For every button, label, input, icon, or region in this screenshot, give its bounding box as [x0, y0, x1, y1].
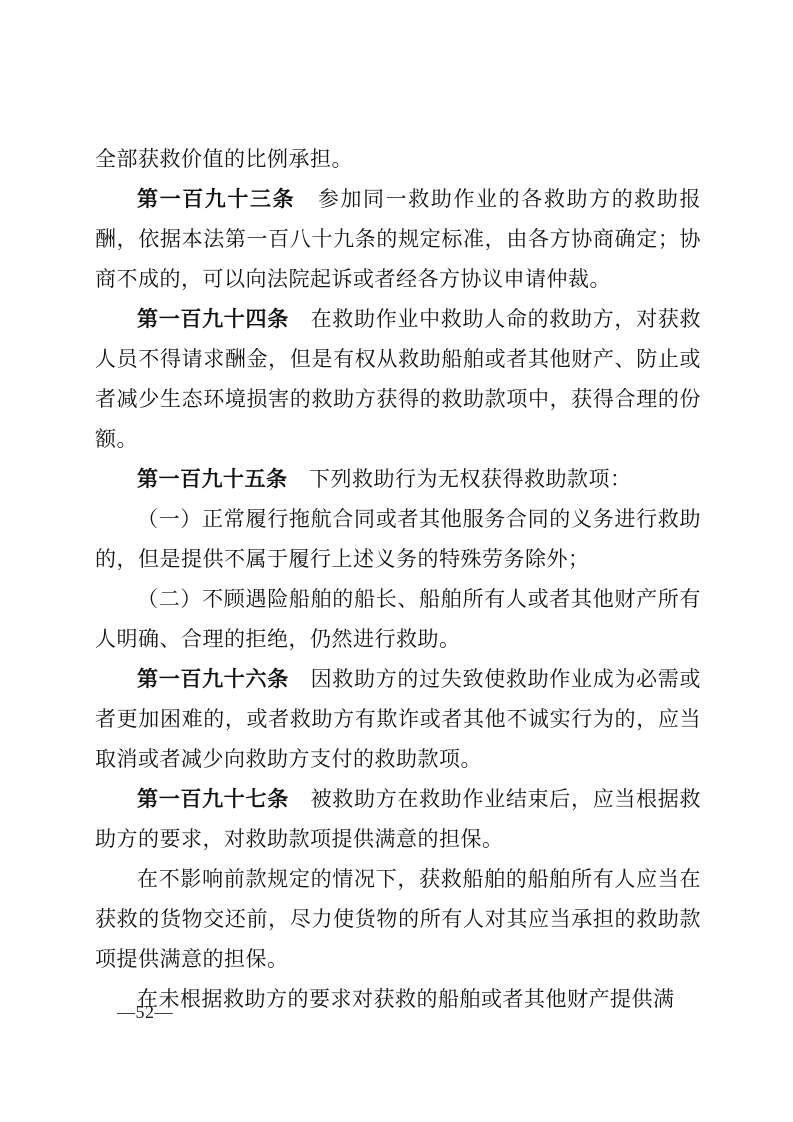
article-number: 第一百九十四条 [137, 307, 289, 331]
article-number: 第一百九十六条 [137, 667, 289, 691]
paragraph-clause-2 [95, 859, 701, 979]
article-number: 第一百九十五条 [137, 467, 288, 491]
paragraph-item-1 [95, 499, 701, 579]
paragraph-text: （一）正常履行拖航合同或者其他服务合同的义务进行救助的，但是提供不属于履行上述义务的特殊劳务除外； [95, 507, 701, 571]
page-body-text [95, 139, 701, 1019]
paragraph-article-197 [95, 779, 701, 859]
paragraph-article-193 [95, 179, 701, 299]
paragraph-text: 参加同一救助作业的各救助方的救助报酬，依据本法第一百八十九条的规定标准，由各方协商确定；协商不成的，可以向法院起诉或者经各方协议申请仲裁。 [95, 187, 702, 291]
paragraph-article-194 [95, 299, 701, 459]
paragraph-text: 因救助方的过失致使救助作业成为必需或者更加困难的，或者救助方有欺诈或者其他不诚实行为的，应当取消或者减少向救助方支付的救助款项。 [95, 667, 702, 771]
paragraph-text: 被救助方在救助作业结束后，应当根据救助方的要求，对救助款项提供满意的担保。 [95, 787, 702, 851]
paragraph-text: 全部获救价值的比例承担。 [95, 147, 353, 171]
paragraph-text: 在救助作业中救助人命的救助方，对获救人员不得请求酬金，但是有权从救助船舶或者其他财产、防止或者减少生态环境损害的救助方获得的救助款项中，获得合理的份额。 [95, 307, 702, 451]
article-number: 第一百九十七条 [137, 787, 289, 811]
paragraph-text: 下列救助行为无权获得救助款项： [287, 467, 632, 491]
page-number: —52— [117, 1002, 173, 1022]
paragraph-clause-3 [95, 979, 701, 1019]
paragraph-text: 在不影响前款规定的情况下，获救船舶的船舶所有人应当在获救的货物交还前，尽力使货物的所有人对其应当承担的救助款项提供满意的担保。 [95, 867, 701, 971]
article-number: 第一百九十三条 [137, 187, 296, 211]
paragraph-article-195 [95, 459, 701, 499]
paragraph-item-2 [95, 579, 701, 659]
paragraph-text: 在未根据救助方的要求对获救的船舶或者其他财产提供满 [137, 987, 675, 1011]
paragraph-continuation [95, 139, 701, 179]
paragraph-article-196 [95, 659, 701, 779]
paragraph-text: （二）不顾遇险船舶的船长、船舶所有人或者其他财产所有人明确、合理的拒绝，仍然进行救助。 [95, 587, 701, 651]
